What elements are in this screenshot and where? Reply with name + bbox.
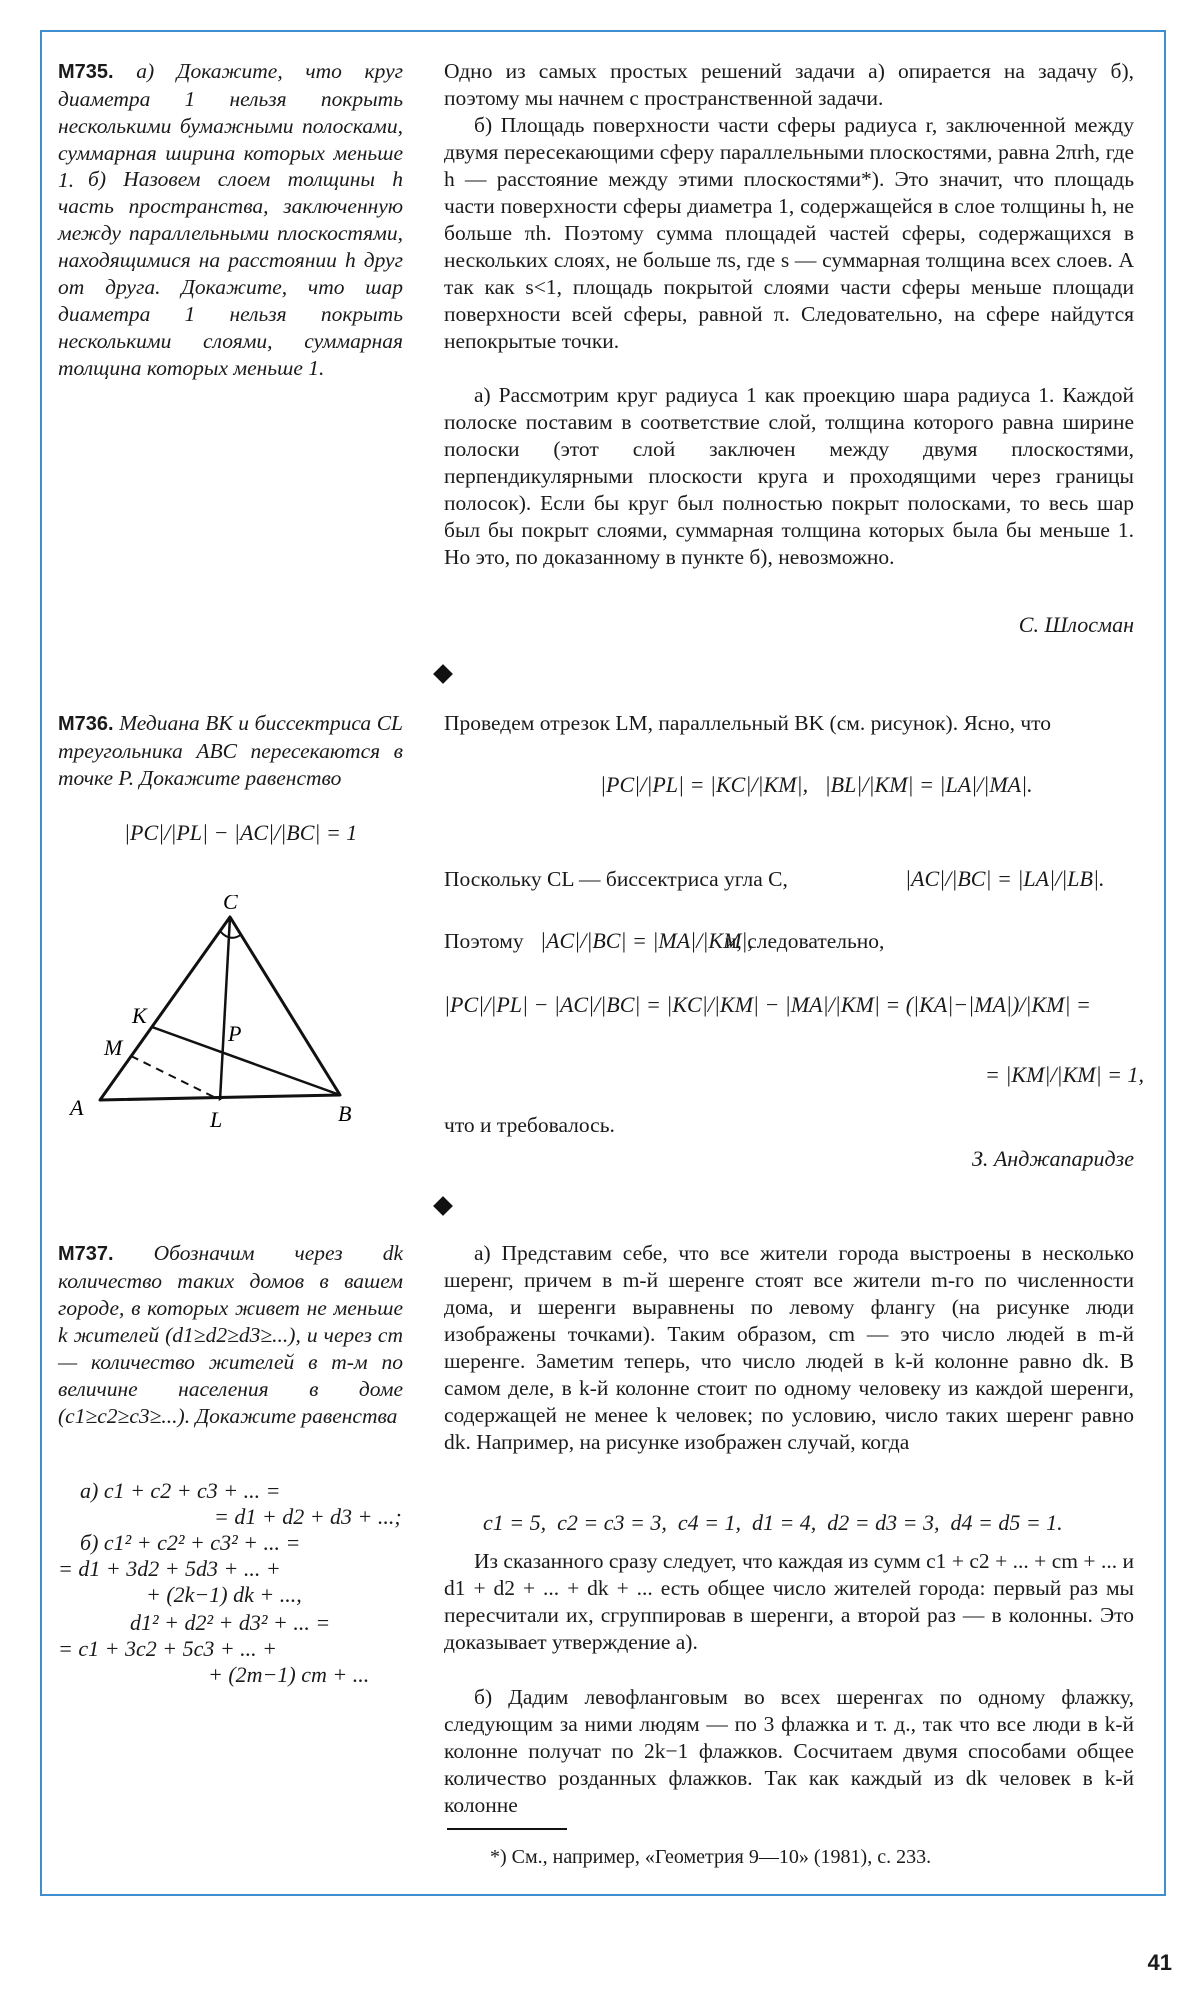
label-l: L <box>210 1107 223 1132</box>
m737-eq-b-4: d1² + d2² + d3² + ... = <box>130 1610 331 1635</box>
m736-author: З. Анджапаридзе <box>971 1146 1134 1171</box>
m737-example: c1 = 5, c2 = c3 = 3, c4 = 1, d1 = 4, d2 = d3 = 3, d4 = d5 = 1. <box>483 1510 1063 1535</box>
m736-solution-end: что и требовалось. <box>444 1113 615 1137</box>
m737-eq-a-1: а) c1 + c2 + c3 + ... = <box>80 1478 281 1503</box>
m735-solution-intro: Одно из самых простых решений задачи а) опирается на задачу б), поэтому мы начнем с пространственной задачи. <box>444 59 1134 110</box>
m736-id: M736. <box>58 713 114 735</box>
m735-solution-b: б) Площадь поверхности части сферы радиуса r, заключенной между двумя пересекающими сферу параллельными плоскостями, равна 2πrh, где h — расстояние между этими плоскостями*). Это значит, что площадь части поверхности сферы диаметра 1, содержащейся в слое толщины h, не больше πh. Поэтому сумма площадей частей сферы, содержащихся в нескольких слоях, не больше πs, где s — суммарная толщина всех слоев. А так как s<1, площадь покрытой слоями части сферы меньше площади поверхности всей сферы, равной π. Следовательно, на сфере найдутся непокрытые точки. <box>444 113 1134 353</box>
m737-eq-b-3: + (2k−1) dk + ..., <box>146 1582 302 1607</box>
m736-solution-intro: Проведем отрезок LM, параллельный BK (см. рисунок). Ясно, что <box>444 711 1052 735</box>
m737-eq-b-5: = c1 + 3c2 + 5c3 + ... + <box>58 1636 278 1661</box>
m736-formula-5: = |KM|/|KM| = 1, <box>985 1062 1144 1087</box>
m736-solution-mid-2: Поэтому <box>444 929 524 953</box>
segment-lm <box>131 1056 220 1100</box>
m735-statement-a: M735. а) Докажите, что круг диаметра 1 нельзя покрыть несколькими бумажными полосками, суммарная ширина которых меньше 1. <box>58 59 403 192</box>
m737-eq-b-1: б) c1² + c2² + c3² + ... = <box>80 1530 301 1555</box>
m736-statement-formula: |PC|/|PL| − |AC|/|BC| = 1 <box>124 820 358 845</box>
m737-eq-a-2: = d1 + d2 + d3 + ...; <box>214 1504 402 1529</box>
m737-eq-b-6: + (2m−1) cm + ... <box>208 1662 370 1687</box>
label-p: P <box>228 1021 242 1046</box>
footnote-rule <box>447 1828 567 1830</box>
m737-eq-b-2: = d1 + 3d2 + 5d3 + ... + <box>58 1556 281 1581</box>
m736-formula-3: |AC|/|BC| = |MA|/|KM|, <box>540 928 753 953</box>
m737-solution-a-2: Из сказанного сразу следует, что каждая из сумм c1 + c2 + ... + cm + ... и d1 + d2 + ... + dk + ... есть общее число жителей города: первый раз мы пересчитали их, сгруппировав в шеренги, а второй раз — в колонны. Это доказывает утверждение а). <box>444 1549 1134 1654</box>
m737-id: M737. <box>58 1243 114 1265</box>
m735-statement-b: б) Назовем слоем толщины h часть пространства, заключенную между параллельными плоскостями, находящимися на расстоянии h друг от друга. Докажите, что шар диаметра 1 нельзя покрыть несколькими слоями, суммарная толщина которых меньше 1. <box>58 167 403 380</box>
median-bk <box>152 1027 340 1095</box>
m737-statement: M737. Обозначим через dk количество таких домов в вашем городе, в которых живет не меньше k жителей (d1≥d2≥d3≥...), и через cm — количество жителей в m-м по величине населения в доме (c1≥c2≥c3≥...). Докажите равенства <box>58 1241 403 1428</box>
triangle-figure <box>60 895 380 1135</box>
m736-formula-4: |PC|/|PL| − |AC|/|BC| = |KC|/|KM| − |MA|/|KM| = (|KA|−|MA|)/|KM| = <box>444 992 1091 1017</box>
m737-solution-b: б) Дадим левофланговым во всех шеренгах по одному флажку, следующим за ними людям — по 3 флажка и т. д., так что все люди в k-й колонне получат по 2k−1 флажков. Сосчитаем двумя способами общее количество розданных флажков. Так как каждый из dk человек в k-й колонне <box>444 1685 1134 1817</box>
page-number: 41 <box>1147 1950 1172 1975</box>
label-m: M <box>104 1035 123 1060</box>
m735-id: M735. <box>58 61 114 83</box>
m736-formula-2: |AC|/|BC| = |LA|/|LB|. <box>905 866 1105 891</box>
m736-solution-mid-3: и, следовательно, <box>725 929 885 953</box>
m737-solution-a: а) Представим себе, что все жители города выстроены в несколько шеренг, причем в m-й шеренге стоят все жители m-го по численности дома, и шеренги выравнены по левому флангу (на рисунке люди изображены точками). Таким образом, cm — это число людей в m-й шеренге. Заметим теперь, что число людей в k-й колонне равно dk. В самом деле, в k-й колонне стоит по одному человеку из каждой шеренги, содержащей не менее k человек; по условию, число таких шеренг равно dk. Например, на рисунке изображен случай, когда <box>444 1241 1134 1454</box>
label-c: C <box>223 895 238 914</box>
m736-statement: M736. Медиана BK и биссектриса CL треугольника ABC пересекаются в точке P. Докажите равенство <box>58 711 403 790</box>
label-k: K <box>132 1003 147 1028</box>
label-a: A <box>70 1095 84 1120</box>
m736-solution-mid-1: Поскольку CL — биссектриса угла C, <box>444 867 788 891</box>
m735-solution-a: а) Рассмотрим круг радиуса 1 как проекцию шара радиуса 1. Каждой полоске поставим в соответствие слой, толщина которого равна ширине полоски (этот слой заключен между двумя плоскостями, перпендикулярными плоскости круга и проходящими через границы полосок). Если бы круг был полностью покрыт полосками, то весь шар был бы покрыт слоями, суммарная толщина которых была бы меньше 1. Но это, по доказанному в пункте б), невозможно. <box>444 383 1134 569</box>
m736-formula-1: |PC|/|PL| = |KC|/|KM|, |BL|/|KM| = |LA|/|MA|. <box>600 772 1033 797</box>
label-b: B <box>338 1101 352 1126</box>
footnote: *) См., например, «Геометрия 9—10» (1981), с. 233. <box>490 1846 932 1868</box>
m735-author: С. Шлосман <box>1018 612 1134 637</box>
bisector-cl <box>220 917 230 1100</box>
